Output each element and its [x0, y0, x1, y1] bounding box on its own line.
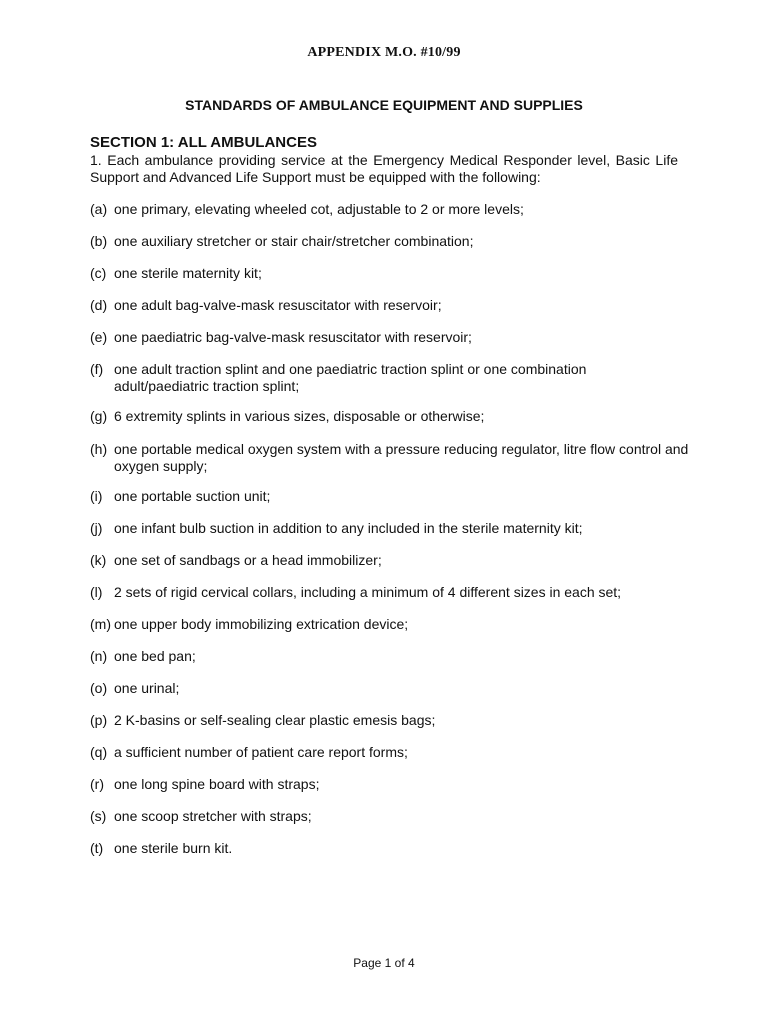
list-item-r: [90, 776, 690, 793]
item-text: one paediatric bag-valve-mask resuscitator with reservoir;: [114, 329, 472, 345]
item-letter: (p): [90, 712, 108, 728]
item-text: 2 sets of rigid cervical collars, including a minimum of 4 different sizes in each set;: [114, 584, 622, 600]
item-text: one primary, elevating wheeled cot, adjustable to 2 or more levels;: [114, 201, 524, 217]
item-text: 6 extremity splints in various sizes, disposable or otherwise;: [114, 408, 485, 424]
item-text: one portable suction unit;: [114, 488, 271, 504]
item-text: one urinal;: [114, 680, 180, 696]
item-letter: (d): [90, 297, 108, 313]
list-item-a: [90, 201, 690, 218]
item-letter: (m): [90, 616, 111, 632]
item-text: one infant bulb suction in addition to any included in the sterile maternity kit;: [114, 520, 583, 536]
item-letter: (s): [90, 808, 107, 824]
list-item-d: [90, 297, 690, 314]
list-item-i: [90, 488, 690, 505]
item-text: one adult traction splint and one paediatric traction splint or one combination adult/paediatric traction splint;: [114, 361, 587, 394]
item-text: a sufficient number of patient care report forms;: [114, 744, 408, 760]
list-item-k: [90, 552, 690, 569]
item-text: one upper body immobilizing extrication device;: [114, 616, 409, 632]
list-item-j: [90, 520, 690, 537]
item-text: one sterile burn kit.: [114, 840, 233, 856]
item-letter: (j): [90, 520, 103, 536]
item-text: one scoop stretcher with straps;: [114, 808, 312, 824]
list-item-g: [90, 408, 690, 425]
list-item-m: [90, 616, 690, 633]
item-letter: (c): [90, 265, 107, 281]
list-item-p: [90, 712, 690, 729]
item-text: 2 K-basins or self-sealing clear plastic emesis bags;: [114, 712, 436, 728]
item-text: one set of sandbags or a head immobilizer;: [114, 552, 382, 568]
item-letter: (e): [90, 329, 108, 345]
item-text: one adult bag-valve-mask resuscitator with reservoir;: [114, 297, 442, 313]
item-text: one sterile maternity kit;: [114, 265, 262, 281]
list-item-s: [90, 808, 690, 825]
item-letter: (i): [90, 488, 103, 504]
document-title: STANDARDS OF AMBULANCE EQUIPMENT AND SUPPLIES: [185, 97, 583, 113]
page-number: Page 1 of 4: [353, 956, 415, 970]
item-letter: (o): [90, 680, 108, 696]
item-letter: (l): [90, 584, 103, 600]
item-letter: (a): [90, 201, 108, 217]
list-item-h: [90, 441, 690, 475]
list-item-n: [90, 648, 690, 665]
list-item-b: [90, 233, 690, 250]
item-text: one bed pan;: [114, 648, 196, 664]
item-letter: (n): [90, 648, 108, 664]
list-item-c: [90, 265, 690, 282]
item-letter: (f): [90, 361, 104, 377]
item-text: one long spine board with straps;: [114, 776, 320, 792]
item-letter: (h): [90, 441, 108, 457]
section-intro: 1. Each ambulance providing service at the Emergency Medical Responder level, Basic Life Support and Advanced Life Support must be equipped with the following:: [90, 152, 678, 185]
item-letter: (b): [90, 233, 108, 249]
appendix-header: APPENDIX M.O. #10/99: [307, 45, 461, 60]
section-heading: SECTION 1: ALL AMBULANCES: [90, 134, 317, 151]
list-item-l: [90, 584, 690, 601]
list-item-t: [90, 840, 690, 857]
item-letter: (r): [90, 776, 104, 792]
list-item-q: [90, 744, 690, 761]
item-text: one auxiliary stretcher or stair chair/stretcher combination;: [114, 233, 474, 249]
item-text: one portable medical oxygen system with a pressure reducing regulator, litre flow control and oxygen supply;: [114, 441, 689, 474]
item-letter: (t): [90, 840, 104, 856]
item-letter: (k): [90, 552, 107, 568]
item-letter: (g): [90, 408, 108, 424]
item-letter: (q): [90, 744, 108, 760]
list-item-e: [90, 329, 690, 346]
list-item-o: [90, 680, 690, 697]
list-item-f: [90, 361, 680, 395]
